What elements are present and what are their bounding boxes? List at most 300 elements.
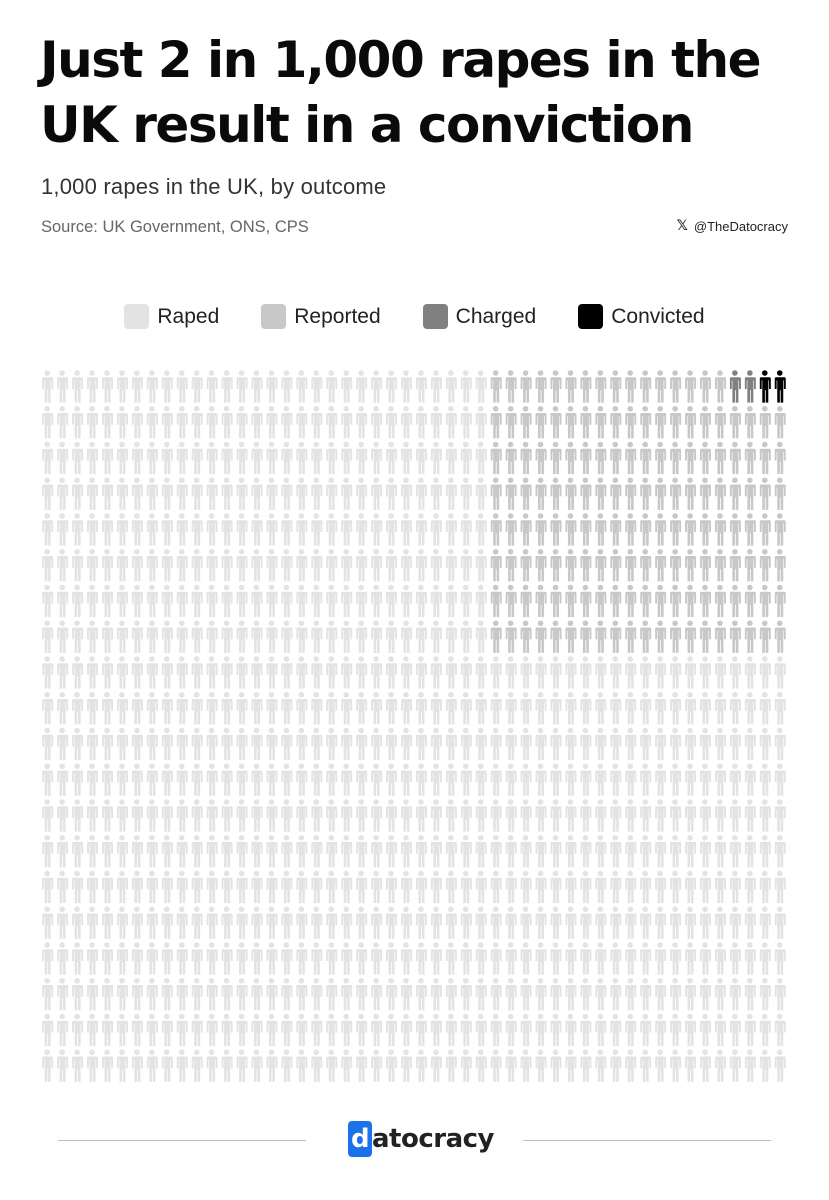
person-icon (296, 656, 307, 688)
person-icon (296, 1014, 307, 1046)
person-icon (311, 477, 322, 509)
person-icon (416, 835, 427, 867)
person-icon (281, 728, 292, 760)
person-icon (416, 728, 427, 760)
person-icon (117, 799, 128, 831)
person-icon (640, 906, 651, 938)
person-icon (551, 370, 562, 402)
person-icon (401, 406, 412, 438)
person-icon (476, 620, 487, 652)
person-icon (760, 370, 771, 402)
footer-divider-right (523, 1140, 771, 1141)
person-icon (326, 942, 337, 974)
brand-mark: d (348, 1121, 372, 1157)
person-icon (237, 620, 248, 652)
person-icon (655, 656, 666, 688)
person-icon (551, 1049, 562, 1081)
person-icon (416, 370, 427, 402)
person-icon (640, 1014, 651, 1046)
person-icon (565, 942, 576, 974)
person-icon (551, 1014, 562, 1046)
person-icon (326, 656, 337, 688)
person-icon (461, 692, 472, 724)
person-icon (192, 835, 203, 867)
person-icon (266, 871, 277, 903)
person-icon (760, 442, 771, 474)
person-icon (536, 978, 547, 1010)
person-icon (252, 692, 263, 724)
person-icon (72, 763, 83, 795)
person-icon (760, 1049, 771, 1081)
person-icon (760, 513, 771, 545)
person-icon (252, 477, 263, 509)
person-icon (341, 549, 352, 581)
person-icon (625, 656, 636, 688)
person-icon (521, 799, 532, 831)
person-icon (87, 978, 98, 1010)
person-icon (551, 585, 562, 617)
person-icon (147, 513, 158, 545)
person-icon (222, 549, 233, 581)
person-icon (132, 477, 143, 509)
person-icon (252, 406, 263, 438)
person-icon (147, 906, 158, 938)
person-icon (371, 549, 382, 581)
person-icon (341, 477, 352, 509)
person-icon (42, 906, 53, 938)
person-icon (57, 1049, 68, 1081)
person-icon (700, 763, 711, 795)
person-icon (745, 406, 756, 438)
person-icon (745, 1014, 756, 1046)
person-icon (192, 1049, 203, 1081)
person-icon (491, 656, 502, 688)
person-icon (700, 906, 711, 938)
person-icon (102, 692, 113, 724)
person-icon (595, 835, 606, 867)
person-icon (356, 1049, 367, 1081)
person-icon (521, 620, 532, 652)
person-icon (401, 1014, 412, 1046)
person-icon (371, 513, 382, 545)
person-icon (281, 763, 292, 795)
person-icon (222, 406, 233, 438)
person-icon (685, 513, 696, 545)
person-icon (446, 477, 457, 509)
person-icon (715, 477, 726, 509)
person-icon (252, 656, 263, 688)
person-icon (147, 477, 158, 509)
person-icon (521, 477, 532, 509)
person-icon (580, 763, 591, 795)
person-icon (356, 406, 367, 438)
person-icon (87, 513, 98, 545)
person-icon (610, 1014, 621, 1046)
person-icon (670, 978, 681, 1010)
person-icon (416, 406, 427, 438)
legend-item-raped (124, 304, 219, 329)
person-icon (147, 549, 158, 581)
person-icon (311, 513, 322, 545)
person-icon (506, 978, 517, 1010)
person-icon (580, 656, 591, 688)
person-icon (117, 835, 128, 867)
person-icon (237, 978, 248, 1010)
person-icon (745, 370, 756, 402)
person-icon (491, 835, 502, 867)
person-icon (416, 585, 427, 617)
person-icon (536, 585, 547, 617)
person-icon (177, 442, 188, 474)
person-icon (132, 692, 143, 724)
person-icon (207, 370, 218, 402)
person-icon (57, 763, 68, 795)
person-icon (536, 620, 547, 652)
person-icon (655, 763, 666, 795)
person-icon (341, 513, 352, 545)
person-icon (311, 406, 322, 438)
person-icon (87, 942, 98, 974)
person-icon (266, 1049, 277, 1081)
person-icon (595, 1014, 606, 1046)
person-icon (775, 1049, 786, 1081)
person-icon (311, 799, 322, 831)
person-icon (775, 1014, 786, 1046)
person-icon (401, 585, 412, 617)
person-icon (192, 477, 203, 509)
legend-swatch-convicted (578, 304, 603, 329)
person-icon (506, 799, 517, 831)
person-icon (730, 728, 741, 760)
person-icon (536, 477, 547, 509)
person-icon (207, 620, 218, 652)
person-icon (461, 835, 472, 867)
person-icon (775, 442, 786, 474)
person-icon (580, 835, 591, 867)
person-icon (565, 799, 576, 831)
person-icon (147, 692, 158, 724)
person-icon (72, 1014, 83, 1046)
person-icon (491, 728, 502, 760)
person-icon (87, 370, 98, 402)
person-icon (177, 728, 188, 760)
person-icon (416, 763, 427, 795)
person-icon (281, 477, 292, 509)
person-icon (446, 906, 457, 938)
person-icon (775, 549, 786, 581)
person-icon (42, 835, 53, 867)
person-icon (266, 978, 277, 1010)
person-icon (162, 477, 173, 509)
person-icon (192, 978, 203, 1010)
person-icon (266, 728, 277, 760)
person-icon (57, 942, 68, 974)
person-icon (386, 585, 397, 617)
person-icon (57, 549, 68, 581)
person-icon (521, 978, 532, 1010)
person-icon (72, 1049, 83, 1081)
person-icon (670, 585, 681, 617)
person-icon (237, 406, 248, 438)
person-icon (266, 906, 277, 938)
person-icon (610, 835, 621, 867)
person-icon (311, 585, 322, 617)
person-icon (670, 728, 681, 760)
person-icon (132, 620, 143, 652)
person-icon (745, 442, 756, 474)
person-icon (177, 763, 188, 795)
person-icon (655, 585, 666, 617)
person-icon (252, 513, 263, 545)
legend-swatch-reported (261, 304, 286, 329)
person-icon (237, 442, 248, 474)
person-icon (326, 728, 337, 760)
person-icon (117, 549, 128, 581)
person-icon (670, 1049, 681, 1081)
person-icon (506, 692, 517, 724)
person-icon (670, 477, 681, 509)
person-icon (401, 1049, 412, 1081)
person-icon (42, 763, 53, 795)
person-icon (72, 620, 83, 652)
person-icon (565, 871, 576, 903)
person-icon (177, 370, 188, 402)
person-icon (431, 978, 442, 1010)
person-icon (580, 370, 591, 402)
person-icon (461, 799, 472, 831)
person-icon (222, 1049, 233, 1081)
person-icon (431, 942, 442, 974)
person-icon (521, 835, 532, 867)
person-icon (371, 692, 382, 724)
person-icon (730, 406, 741, 438)
person-icon (102, 477, 113, 509)
person-icon (341, 406, 352, 438)
person-icon (580, 799, 591, 831)
person-icon (640, 549, 651, 581)
person-icon (147, 942, 158, 974)
person-icon (446, 406, 457, 438)
handle-text: @TheDatocracy (693, 218, 788, 234)
person-icon (476, 906, 487, 938)
person-icon (177, 799, 188, 831)
person-icon (281, 978, 292, 1010)
person-icon (117, 942, 128, 974)
person-icon (162, 620, 173, 652)
person-icon (177, 978, 188, 1010)
person-icon (610, 942, 621, 974)
person-icon (222, 835, 233, 867)
person-icon (72, 442, 83, 474)
person-icon (132, 1049, 143, 1081)
person-icon (147, 442, 158, 474)
person-icon (356, 656, 367, 688)
person-icon (386, 370, 397, 402)
person-icon (595, 477, 606, 509)
person-icon (162, 585, 173, 617)
person-icon (207, 477, 218, 509)
person-icon (670, 835, 681, 867)
person-icon (730, 692, 741, 724)
person-icon (536, 763, 547, 795)
person-icon (610, 1049, 621, 1081)
person-icon (192, 406, 203, 438)
person-icon (640, 728, 651, 760)
person-icon (311, 763, 322, 795)
person-icon (506, 513, 517, 545)
person-icon (536, 406, 547, 438)
person-icon (580, 477, 591, 509)
person-icon (356, 799, 367, 831)
person-icon (640, 477, 651, 509)
person-icon (610, 477, 621, 509)
person-icon (266, 692, 277, 724)
person-icon (551, 728, 562, 760)
person-icon (57, 1014, 68, 1046)
person-icon (491, 370, 502, 402)
person-icon (610, 728, 621, 760)
person-icon (281, 1049, 292, 1081)
person-icon (102, 1014, 113, 1046)
person-icon (132, 1014, 143, 1046)
person-icon (207, 513, 218, 545)
person-icon (685, 370, 696, 402)
person-icon (551, 620, 562, 652)
person-icon (386, 477, 397, 509)
person-icon (551, 549, 562, 581)
person-icon (252, 620, 263, 652)
person-icon (640, 513, 651, 545)
person-icon (222, 442, 233, 474)
person-icon (222, 906, 233, 938)
person-icon (491, 442, 502, 474)
person-icon (580, 1014, 591, 1046)
person-icon (326, 442, 337, 474)
person-icon (147, 656, 158, 688)
person-icon (595, 406, 606, 438)
person-icon (281, 835, 292, 867)
person-icon (356, 978, 367, 1010)
person-icon (565, 656, 576, 688)
person-icon (102, 871, 113, 903)
person-icon (730, 799, 741, 831)
person-icon (296, 549, 307, 581)
person-icon (521, 1049, 532, 1081)
person-icon (207, 549, 218, 581)
person-icon (401, 656, 412, 688)
person-icon (461, 1049, 472, 1081)
person-icon (296, 1049, 307, 1081)
person-icon (730, 442, 741, 474)
person-icon (147, 978, 158, 1010)
person-icon (655, 549, 666, 581)
person-icon (237, 906, 248, 938)
person-icon (147, 1049, 158, 1081)
person-icon (595, 620, 606, 652)
person-icon (506, 370, 517, 402)
brand-wordmark: atocracy (372, 1124, 494, 1154)
person-icon (521, 942, 532, 974)
person-icon (117, 978, 128, 1010)
person-icon (685, 799, 696, 831)
legend-label-raped: Raped (157, 304, 220, 328)
person-icon (326, 1014, 337, 1046)
person-icon (192, 906, 203, 938)
person-icon (252, 978, 263, 1010)
legend-swatch-raped (124, 304, 149, 329)
person-icon (341, 692, 352, 724)
person-icon (147, 1014, 158, 1046)
person-icon (521, 513, 532, 545)
person-icon (625, 799, 636, 831)
person-icon (446, 763, 457, 795)
person-icon (386, 406, 397, 438)
person-icon (237, 549, 248, 581)
person-icon (521, 442, 532, 474)
person-icon (670, 692, 681, 724)
person-icon (311, 1014, 322, 1046)
person-icon (252, 1049, 263, 1081)
person-icon (745, 763, 756, 795)
person-icon (87, 406, 98, 438)
person-icon (431, 406, 442, 438)
person-icon (386, 871, 397, 903)
person-icon (745, 477, 756, 509)
person-icon (252, 1014, 263, 1046)
person-icon (296, 763, 307, 795)
person-icon (207, 406, 218, 438)
person-icon (610, 406, 621, 438)
person-icon (700, 871, 711, 903)
person-icon (446, 513, 457, 545)
person-icon (266, 835, 277, 867)
person-icon (356, 835, 367, 867)
person-icon (57, 906, 68, 938)
person-icon (296, 835, 307, 867)
person-icon (177, 835, 188, 867)
person-icon (760, 906, 771, 938)
person-icon (371, 871, 382, 903)
person-icon (655, 406, 666, 438)
person-icon (700, 978, 711, 1010)
person-icon (551, 835, 562, 867)
person-icon (311, 906, 322, 938)
person-icon (625, 477, 636, 509)
person-icon (536, 549, 547, 581)
person-icon (431, 1049, 442, 1081)
person-icon (311, 549, 322, 581)
person-icon (700, 585, 711, 617)
person-icon (491, 978, 502, 1010)
legend-label-reported: Reported (294, 304, 381, 328)
person-icon (326, 370, 337, 402)
person-icon (416, 871, 427, 903)
person-icon (252, 549, 263, 581)
person-icon (700, 1049, 711, 1081)
person-icon (745, 942, 756, 974)
person-icon (491, 1014, 502, 1046)
person-icon (745, 656, 756, 688)
person-icon (311, 978, 322, 1010)
person-icon (117, 477, 128, 509)
person-icon (700, 442, 711, 474)
person-icon (87, 692, 98, 724)
person-icon (551, 978, 562, 1010)
person-icon (685, 585, 696, 617)
social-handle[interactable] (677, 218, 788, 234)
person-icon (266, 370, 277, 402)
person-icon (446, 871, 457, 903)
